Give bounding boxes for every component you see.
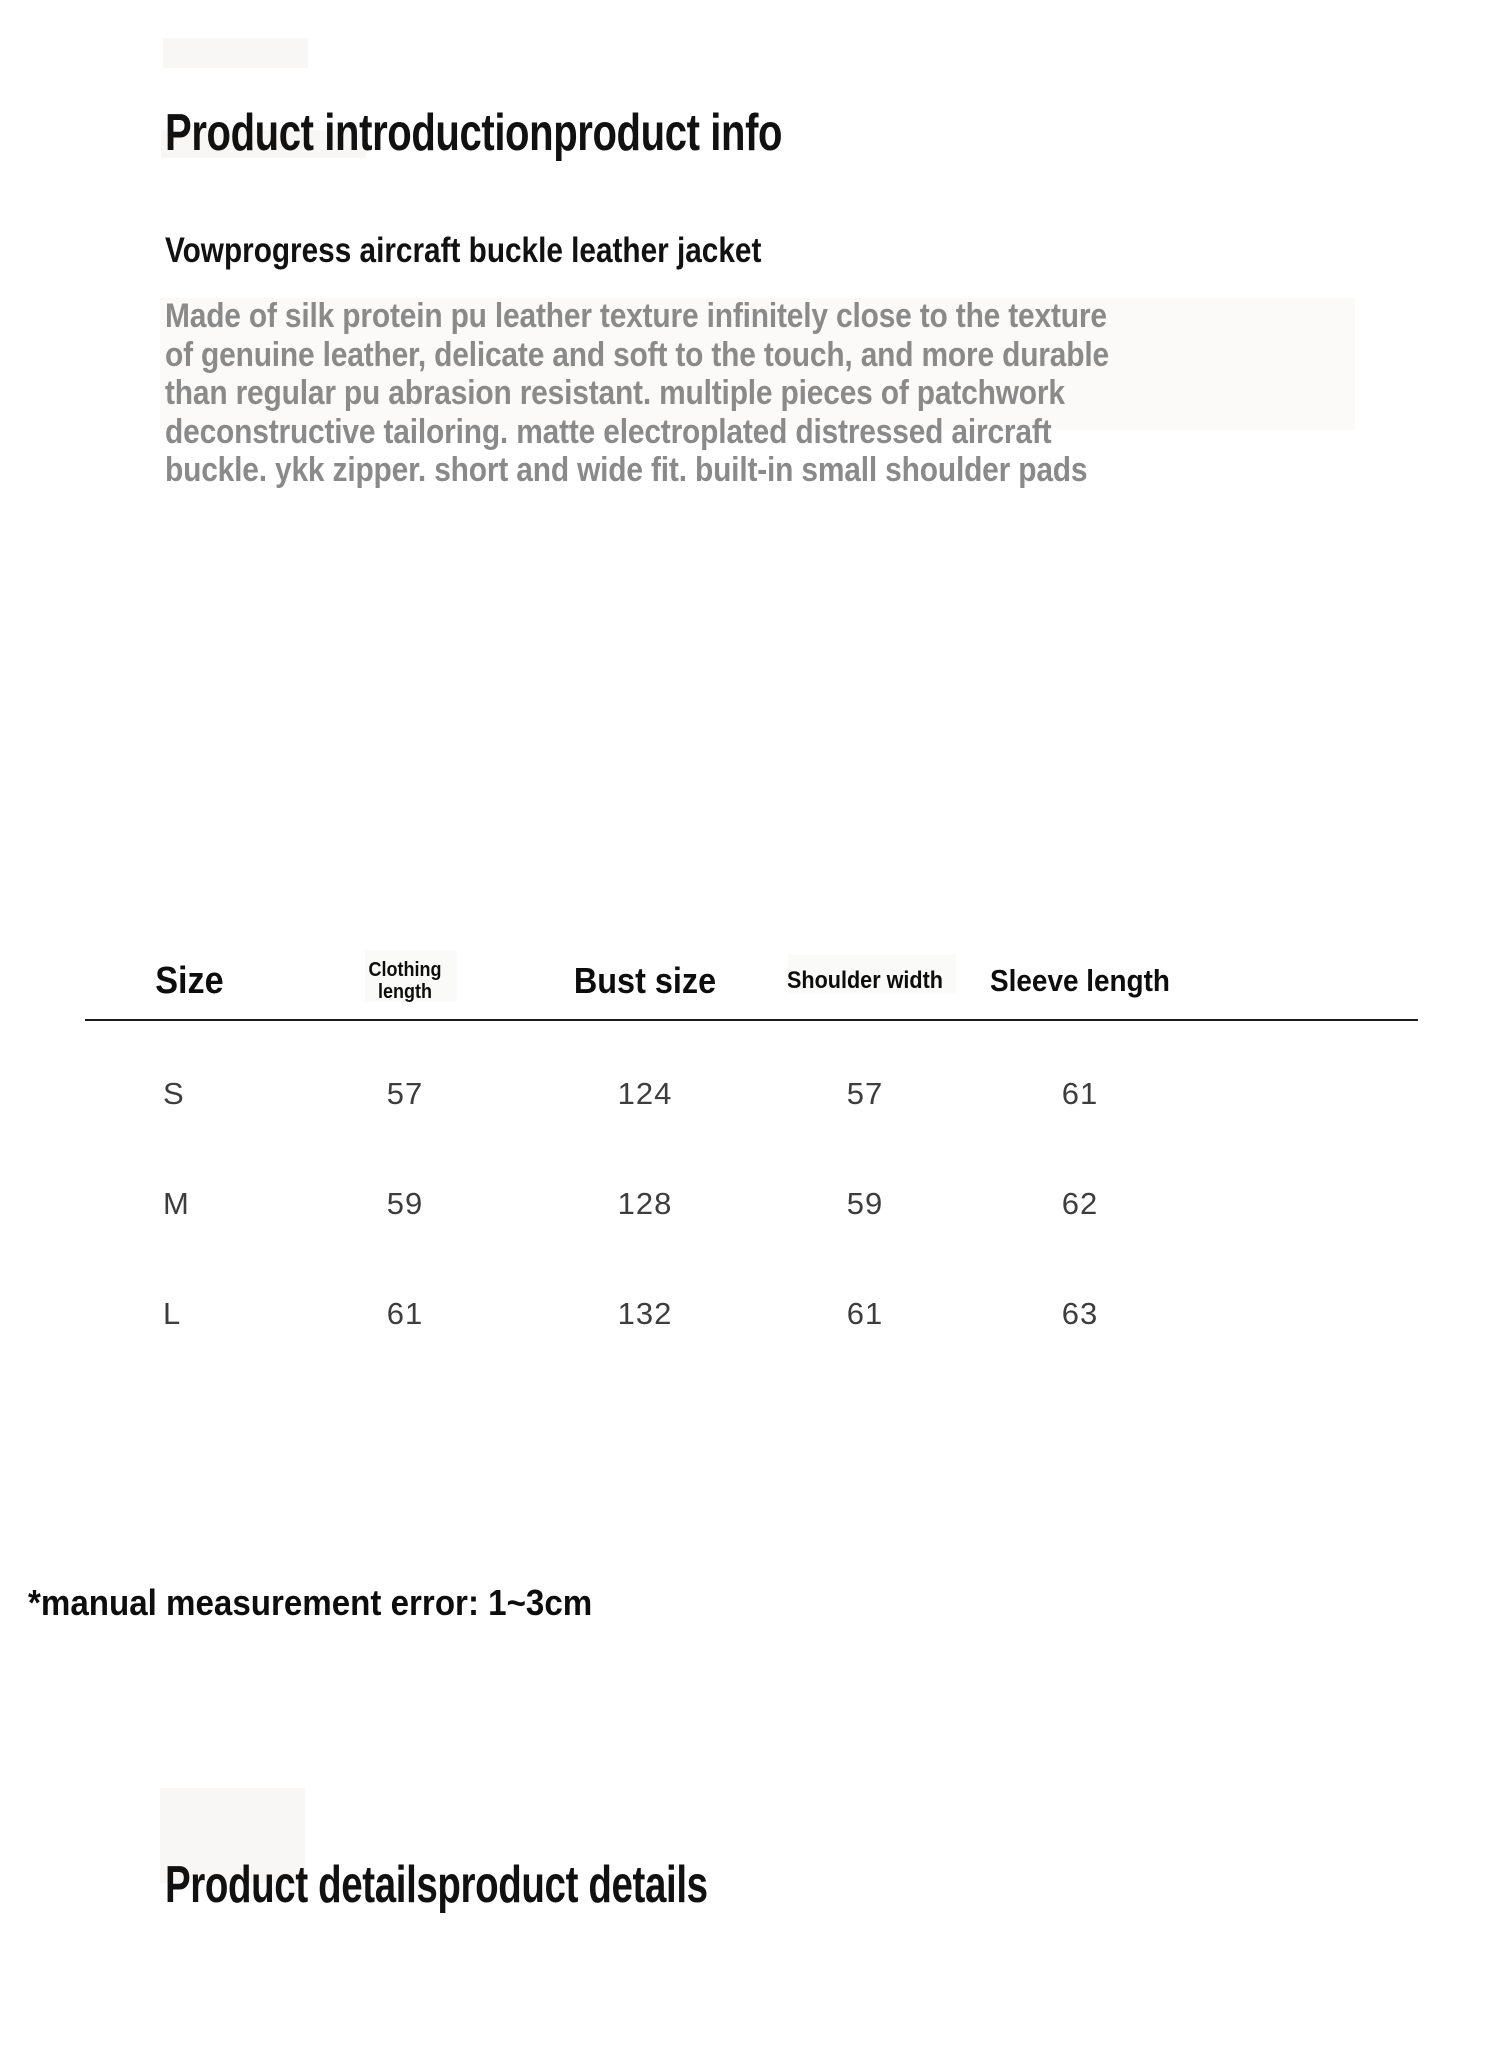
sleeve-length-value: 61 (1061, 1076, 1099, 1111)
shoulder-width-value: 59 (846, 1186, 884, 1221)
size-label: L (163, 1296, 182, 1331)
bust-size-value: 124 (617, 1076, 673, 1111)
product-description (165, 297, 1238, 490)
bust-size-value: 132 (617, 1296, 673, 1331)
shoulder-width-value: 57 (846, 1076, 884, 1111)
size-label: M (163, 1186, 190, 1221)
measurement-error-footnote: *manual measurement error: 1~3cm (28, 1582, 593, 1623)
column-header-size: Size (155, 959, 224, 1002)
column-header-bust-size: Bust size (573, 960, 717, 1001)
details-section-title: Product detailsproduct details (165, 1855, 708, 1914)
table-row-size-s (85, 1039, 1418, 1149)
clothing-length-value: 57 (386, 1076, 424, 1111)
description-line: deconstructive tailoring. matte electroplated distressed aircraft (165, 412, 1052, 451)
description-line: of genuine leather, delicate and soft to the touch, and more durable (165, 335, 1109, 374)
column-header-shoulder-width: Shoulder width (786, 967, 943, 994)
sleeve-length-value: 62 (1061, 1186, 1099, 1221)
intro-section-title: Product introductionproduct info (165, 103, 783, 162)
product-name: Vowprogress aircraft buckle leather jacket (165, 231, 762, 271)
clothing-length-value: 59 (386, 1186, 424, 1221)
column-header-clothing-length (297, 959, 513, 1003)
overlay-patch (163, 38, 308, 68)
clothing-length-value: 61 (386, 1296, 424, 1331)
shoulder-width-value: 61 (846, 1296, 884, 1331)
size-table (85, 943, 1418, 1369)
bust-size-value: 128 (617, 1186, 673, 1221)
table-row-size-m (85, 1149, 1418, 1259)
size-label: S (163, 1076, 185, 1111)
table-row-size-l (85, 1259, 1418, 1369)
sleeve-length-value: 63 (1061, 1296, 1099, 1331)
description-line: buckle. ykk zipper. short and wide fit. built-in small shoulder pads (165, 451, 1088, 489)
size-table-body (85, 1021, 1418, 1369)
description-line: Made of silk protein pu leather texture infinitely close to the texture (165, 297, 1107, 335)
description-line: than regular pu abrasion resistant. multiple pieces of patchwork (165, 374, 1065, 412)
column-header-clothing-length-label: Clothing length (368, 959, 442, 1003)
column-header-sleeve-length: Sleeve length (990, 963, 1170, 998)
size-table-header (85, 943, 1418, 1021)
